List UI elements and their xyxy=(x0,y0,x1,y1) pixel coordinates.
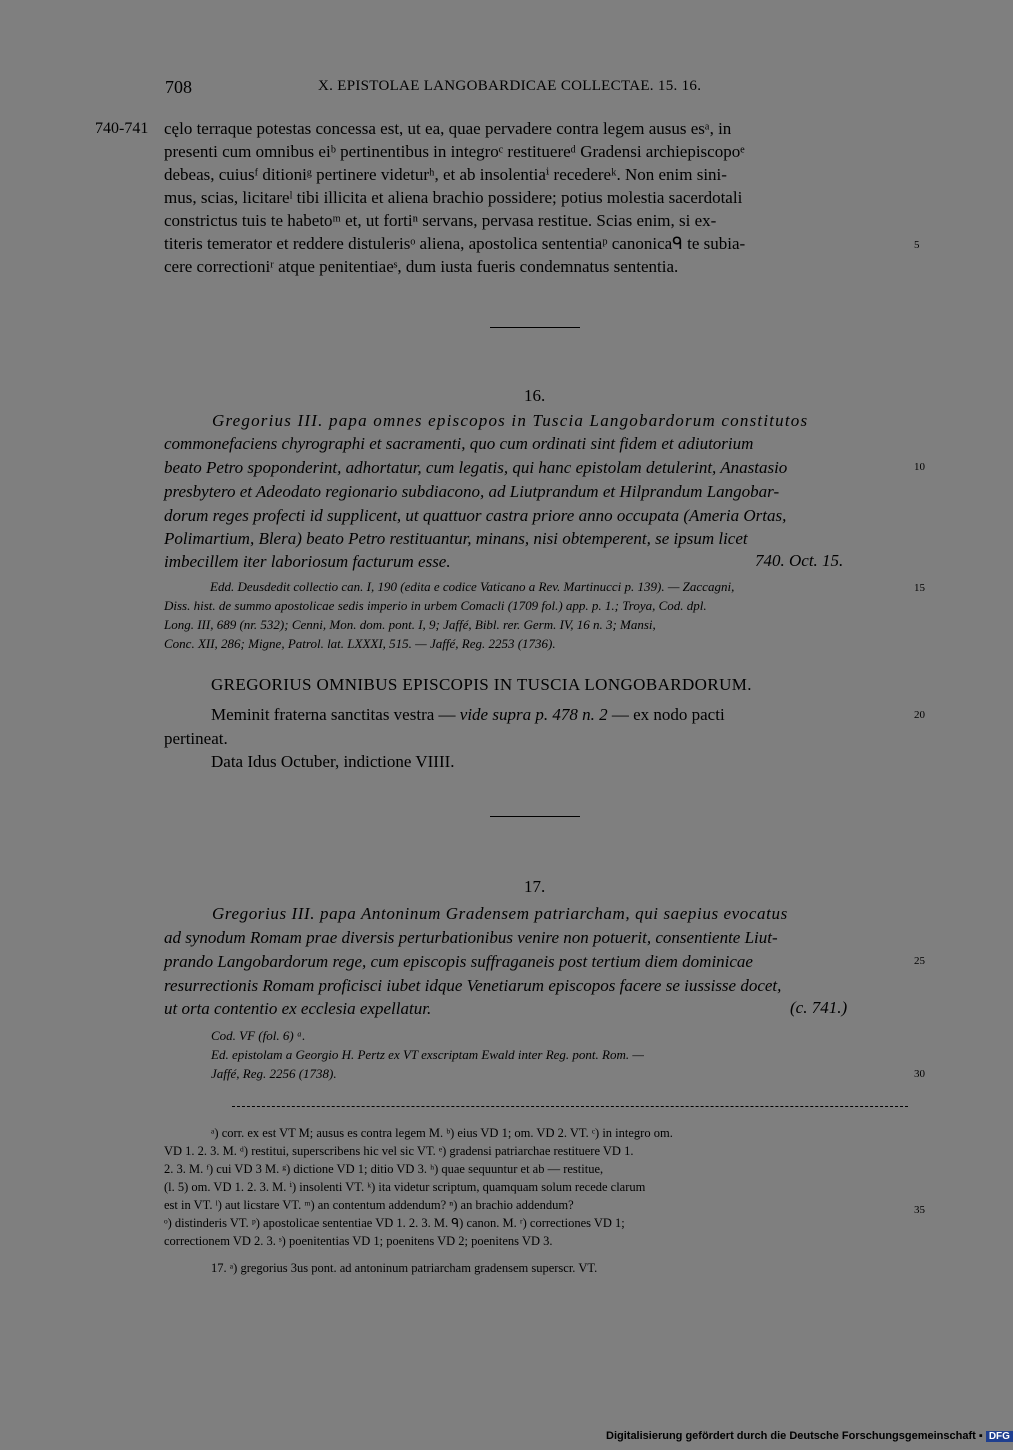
footnote-line: est in VT. ˡ) aut licstare VT. ᵐ) an contentum addendum? ⁿ) an brachio addendum? xyxy=(164,1198,574,1212)
summary-line: resurrectionis Romam proficisci iubet idque Venetiarum episcopos facere se iussisse docet, xyxy=(164,976,782,995)
summary-line: ut orta contentio ex ecclesia expellatur. xyxy=(164,999,432,1018)
text-line: constrictus tuis te habetoᵐ et, ut fortiⁿ servans, pervasa restitue. Scias enim, si ex- xyxy=(164,211,717,230)
footnote-line: ᵃ) corr. ex est VT M; ausus es contra legem M. ᵇ) eius VD 1; om. VD 2. VT. ᶜ) in integro om. xyxy=(211,1126,673,1140)
body-text: — ex nodo pacti xyxy=(611,705,725,724)
margin-line-number: 25 xyxy=(914,955,925,967)
cross-reference: vide supra p. 478 n. 2 xyxy=(459,705,608,724)
text-line: debeas, cuiusᶠ ditioniᵍ pertinere videturʰ, et ab insolentiaⁱ recedereᵏ. Non enim sini- xyxy=(164,165,727,184)
letter-body-line: pertineat. xyxy=(164,729,228,748)
margin-line-number: 10 xyxy=(914,461,925,473)
summary-line: commonefaciens chyrographi et sacramenti, quo cum ordinati sint fidem et adiutorium xyxy=(164,434,754,453)
margin-date: 740-741 xyxy=(95,120,149,137)
letter-date: 740. Oct. 15. xyxy=(755,551,844,570)
edition-line: Long. III, 689 (nr. 532); Cenni, Mon. dom. pont. I, 9; Jaffé, Bibl. rer. Germ. IV, 16 n. 3; Mansi, xyxy=(164,617,656,632)
footnote-line: 17. ᵃ) gregorius 3us pont. ad antoninum patriarcham gradensem superscr. VT. xyxy=(211,1261,598,1275)
edition-line: Conc. XII, 286; Migne, Patrol. lat. LXXXI, 515. — Jaffé, Reg. 2253 (1736). xyxy=(164,636,556,651)
summary-line: dorum reges profecti id supplicent, ut quattuor castra priore anno occupata (Ameria Ortas, xyxy=(164,506,787,525)
letter-dating: Data Idus Octuber, indictione VIIII. xyxy=(211,752,455,771)
summary-line: presbytero et Adeodato regionario subdiacono, ad Liutprandum et Hilprandum Langobar- xyxy=(164,482,780,501)
footnote-rule xyxy=(232,1106,908,1108)
summary-line: beato Petro spoponderint, adhortatur, cum legatis, qui hanc epistolam detulerint, Anastasio xyxy=(164,458,788,477)
letter-date: (c. 741.) xyxy=(790,998,848,1017)
section-divider xyxy=(490,327,580,328)
running-title: X. EPISTOLAE LANGOBARDICAE COLLECTAE. 15. 16. xyxy=(318,78,702,94)
text-line: mus, scias, licitareˡ tibi illicita et aliena brachio possidere; potius molestia sacerdotali xyxy=(164,188,743,207)
margin-line-number: 5 xyxy=(914,239,920,251)
footnote-line: (l. 5) om. VD 1. 2. 3. M. ⁱ) insolenti VT. ᵏ) ita videtur scriptum, quamquam solum recede clarum xyxy=(164,1180,646,1194)
footnote-line: ᵒ) distinderis VT. ᵖ) apostolicae sententiae VD 1. 2. 3. M. ᑫ) canon. M. ʳ) correctiones VD 1; xyxy=(164,1216,625,1230)
summary-line: Gregorius III. papa omnes episcopos in Tuscia Langobardorum constitutos xyxy=(212,411,809,430)
letter-body-line xyxy=(211,705,725,725)
edition-line: Edd. Deusdedit collectio can. I, 190 (edita e codice Vaticano a Rev. Martinucci p. 139). — Zaccagni, xyxy=(210,579,735,594)
body-text: Meminit fraterna sanctitas vestra — xyxy=(211,705,456,724)
letter-number: 16. xyxy=(524,386,546,405)
source-line: Cod. VF (fol. 6) ᵃ. xyxy=(211,1028,306,1043)
page-number: 708 xyxy=(165,77,192,97)
source-line: Jaffé, Reg. 2256 (1738). xyxy=(211,1066,337,1081)
margin-line-number: 20 xyxy=(914,709,925,721)
footnote-line: correctionem VD 2. 3. ˢ) poenitentias VD 1; poenitens VD 2; poenitens VD 3. xyxy=(164,1234,553,1248)
summary-line: ad synodum Romam prae diversis perturbationibus venire non potuerit, consentiente Liut- xyxy=(164,928,778,947)
letter-number: 17. xyxy=(524,877,546,896)
margin-line-number: 30 xyxy=(914,1068,925,1080)
footer-text: Digitalisierung gefördert durch die Deutsche Forschungsgemeinschaft xyxy=(606,1430,976,1442)
text-line: presenti cum omnibus eiᵇ pertinentibus in integroᶜ restituereᵈ Gradensi archiepiscopoᵉ xyxy=(164,142,745,161)
digitization-footer xyxy=(606,1430,1013,1442)
summary-line: Gregorius III. papa Antoninum Gradensem patriarcham, qui saepius evocatus xyxy=(212,904,788,923)
source-line: Ed. epistolam a Georgio H. Pertz ex VT exscriptam Ewald inter Reg. pont. Rom. — xyxy=(211,1047,644,1062)
margin-line-number: 35 xyxy=(914,1204,925,1216)
footnote-line: VD 1. 2. 3. M. ᵈ) restitui, superscribens hic vel sic VT. ᵉ) gradensi patriarchae restituere VD 1. xyxy=(164,1144,634,1158)
text-line: cęlo terraque potestas concessa est, ut ea, quae pervadere contra legem ausus esᵃ, in xyxy=(164,119,732,138)
summary-line: Polimartium, Blera) beato Petro restituantur, minans, nisi obtemperent, se ipsum licet xyxy=(164,529,748,548)
text-line: cere correctioniʳ atque penitentiaeˢ, dum iusta fueris condemnatus sententia. xyxy=(164,257,679,276)
section-divider xyxy=(490,816,580,817)
separator-dot: ▪ xyxy=(978,1430,986,1442)
text-line: titeris temerator et reddere distulerisᵒ aliena, apostolica sententiaᵖ canonicaᑫ te subia- xyxy=(164,234,746,253)
footnote-line: 2. 3. M. ᶠ) cui VD 3 M. ᵍ) dictione VD 1; ditio VD 3. ʰ) quae sequuntur et ab — restitue, xyxy=(164,1162,604,1176)
summary-line: imbecillem iter laboriosum facturum esse. xyxy=(164,552,451,571)
summary-line: prando Langobardorum rege, cum episcopis suffraganeis post tertium diem dominicae xyxy=(164,952,753,971)
letter-address: GREGORIUS OMNIBUS EPISCOPIS IN TUSCIA LONGOBARDORUM. xyxy=(211,675,752,694)
margin-line-number: 15 xyxy=(914,582,925,594)
edition-line: Diss. hist. de summo apostolicae sedis imperio in urbem Comacli (1709 fol.) app. p. 1.; Troya, Cod. dpl. xyxy=(164,598,707,613)
dfg-logo: DFG xyxy=(986,1431,1013,1442)
